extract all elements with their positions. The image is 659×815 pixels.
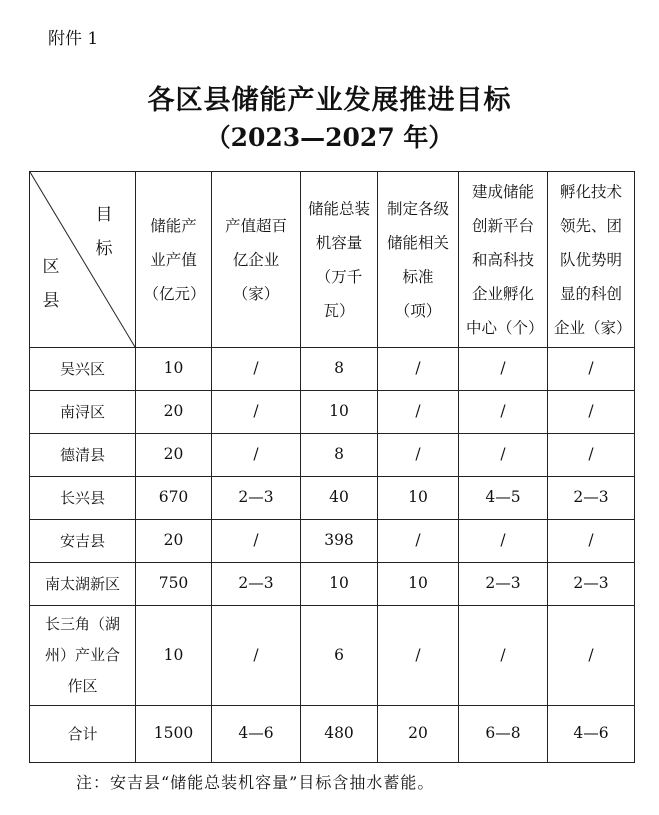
table-row [30, 348, 635, 391]
table-cell: 480 [301, 706, 378, 763]
table-cell: / [378, 606, 459, 706]
corner-target-label: 目标 [95, 205, 113, 259]
table-cell: / [378, 434, 459, 477]
table-cell: 20 [378, 706, 459, 763]
table-cell: 4—6 [212, 706, 301, 763]
table-cell: 670 [136, 477, 212, 520]
table-cell: 8 [301, 434, 378, 477]
table-cell: / [212, 434, 301, 477]
table-cell: / [459, 348, 548, 391]
corner-district-label: 区县 [42, 257, 60, 311]
page-title: 各区县储能产业发展推进目标 [147, 85, 512, 116]
table-cell: 20 [136, 520, 212, 563]
targets-table [29, 171, 635, 763]
table-row [30, 477, 635, 520]
district-name: 吴兴区 [30, 348, 136, 391]
table-cell: / [459, 434, 548, 477]
header-installed-capacity: 储能总装机容量（万千瓦） [301, 172, 378, 348]
total-row [30, 706, 635, 763]
district-name: 德清县 [30, 434, 136, 477]
header-incubated-enterprises: 孵化技术领先、团队优势明显的科创企业（家） [548, 172, 635, 348]
total-label: 合计 [30, 706, 136, 763]
table-cell: 10 [301, 563, 378, 606]
header-innovation-platforms: 建成储能创新平台和高科技企业孵化中心（个） [459, 172, 548, 348]
district-name: 安吉县 [30, 520, 136, 563]
table-cell: / [548, 391, 635, 434]
table-cell: 750 [136, 563, 212, 606]
page-subtitle: （2023—2027 年） [205, 123, 454, 152]
corner-header [30, 172, 136, 348]
table-cell: 10 [378, 477, 459, 520]
district-name: 长兴县 [30, 477, 136, 520]
table-cell: 2—3 [212, 563, 301, 606]
table-row [30, 391, 635, 434]
table-cell: / [548, 434, 635, 477]
table-cell: 8 [301, 348, 378, 391]
table-cell: / [378, 348, 459, 391]
footnote: 注：安吉县“储能总装机容量”目标含抽水蓄能。 [76, 773, 435, 792]
table-cell: 10 [136, 348, 212, 391]
table-cell: 4—5 [459, 477, 548, 520]
table-cell: 6—8 [459, 706, 548, 763]
table-row [30, 563, 635, 606]
table-cell: / [459, 520, 548, 563]
district-name: 南浔区 [30, 391, 136, 434]
table-cell: / [459, 391, 548, 434]
table-cell: / [548, 606, 635, 706]
table-cell: 20 [136, 434, 212, 477]
table-cell: 1500 [136, 706, 212, 763]
table-cell: 10 [301, 391, 378, 434]
table-cell: / [212, 606, 301, 706]
table-cell: / [548, 520, 635, 563]
table-cell: 2—3 [459, 563, 548, 606]
table-cell: 10 [136, 606, 212, 706]
table-cell: 398 [301, 520, 378, 563]
header-standards: 制定各级储能相关标准（项） [378, 172, 459, 348]
table-cell: / [212, 520, 301, 563]
table-row [30, 520, 635, 563]
table-cell: / [459, 606, 548, 706]
table-cell: / [212, 391, 301, 434]
table-cell: 2—3 [548, 563, 635, 606]
table-cell: / [378, 520, 459, 563]
table-cell: / [378, 391, 459, 434]
table-row [30, 434, 635, 477]
header-row [30, 172, 635, 348]
table-cell: 10 [378, 563, 459, 606]
header-output-value: 储能产业产值（亿元） [136, 172, 212, 348]
table-row [30, 606, 635, 706]
table-cell: 2—3 [548, 477, 635, 520]
table-cell: 6 [301, 606, 378, 706]
table-cell: / [212, 348, 301, 391]
table-cell: 2—3 [212, 477, 301, 520]
table-cell: 4—6 [548, 706, 635, 763]
table-cell: 20 [136, 391, 212, 434]
district-name: 长三角（湖州）产业合作区 [30, 606, 136, 706]
header-large-enterprises: 产值超百亿企业（家） [212, 172, 301, 348]
table-cell: 40 [301, 477, 378, 520]
attachment-label: 附件 1 [48, 29, 99, 49]
district-name: 南太湖新区 [30, 563, 136, 606]
table-cell: / [548, 348, 635, 391]
